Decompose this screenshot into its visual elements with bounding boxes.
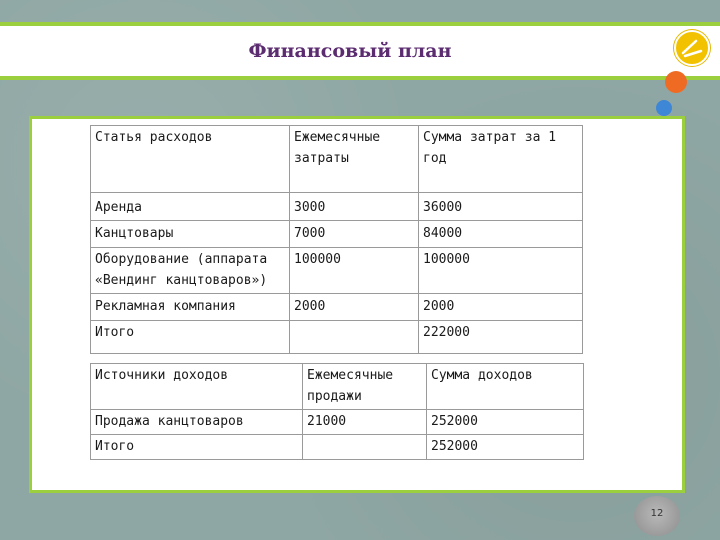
table-cell: 84000 — [419, 221, 583, 248]
table-cell: 222000 — [419, 321, 583, 354]
content-panel — [29, 116, 685, 493]
table-row — [91, 364, 584, 410]
income-table — [90, 363, 584, 460]
table-cell: Продажа канцтоваров — [91, 410, 303, 435]
table-cell: 252000 — [427, 435, 584, 460]
table-row — [91, 321, 583, 354]
table-cell — [303, 435, 427, 460]
table-cell: 2000 — [419, 294, 583, 321]
table-cell: 7000 — [290, 221, 419, 248]
table-header-cell: Сумма затрат за 1 год — [419, 126, 583, 193]
table-cell: Рекламная компания — [91, 294, 290, 321]
table-header-cell: Источники доходов — [91, 364, 303, 410]
decorative-orange-dot — [665, 71, 687, 93]
table-header-cell: Ежемесячные продажи — [303, 364, 427, 410]
table-cell: 36000 — [419, 193, 583, 221]
yellow-circle-logo-icon — [674, 30, 710, 66]
expenses-table — [90, 125, 583, 354]
table-row — [91, 410, 584, 435]
table-row — [91, 294, 583, 321]
page-number: 12 — [650, 508, 664, 519]
table-header-cell: Статья расходов — [91, 126, 290, 193]
table-cell: Аренда — [91, 193, 290, 221]
title-band — [0, 22, 720, 80]
table-row — [91, 193, 583, 221]
table-cell: 3000 — [290, 193, 419, 221]
table-cell: Оборудование (аппарата «Вендинг канцтоваров») — [91, 248, 290, 294]
table-cell: 252000 — [427, 410, 584, 435]
decorative-blue-dot — [656, 100, 672, 116]
table-cell: Итого — [91, 321, 290, 354]
slide-title: Финансовый план — [248, 40, 452, 62]
table-row — [91, 248, 583, 294]
table-cell: 100000 — [419, 248, 583, 294]
table-cell: 2000 — [290, 294, 419, 321]
table-header-cell: Ежемесячные затраты — [290, 126, 419, 193]
table-row — [91, 126, 583, 193]
table-cell: Канцтовары — [91, 221, 290, 248]
table-header-cell: Сумма доходов — [427, 364, 584, 410]
table-cell: 100000 — [290, 248, 419, 294]
table-cell: Итого — [91, 435, 303, 460]
table-row — [91, 435, 584, 460]
table-row — [91, 221, 583, 248]
table-cell — [290, 321, 419, 354]
table-cell: 21000 — [303, 410, 427, 435]
